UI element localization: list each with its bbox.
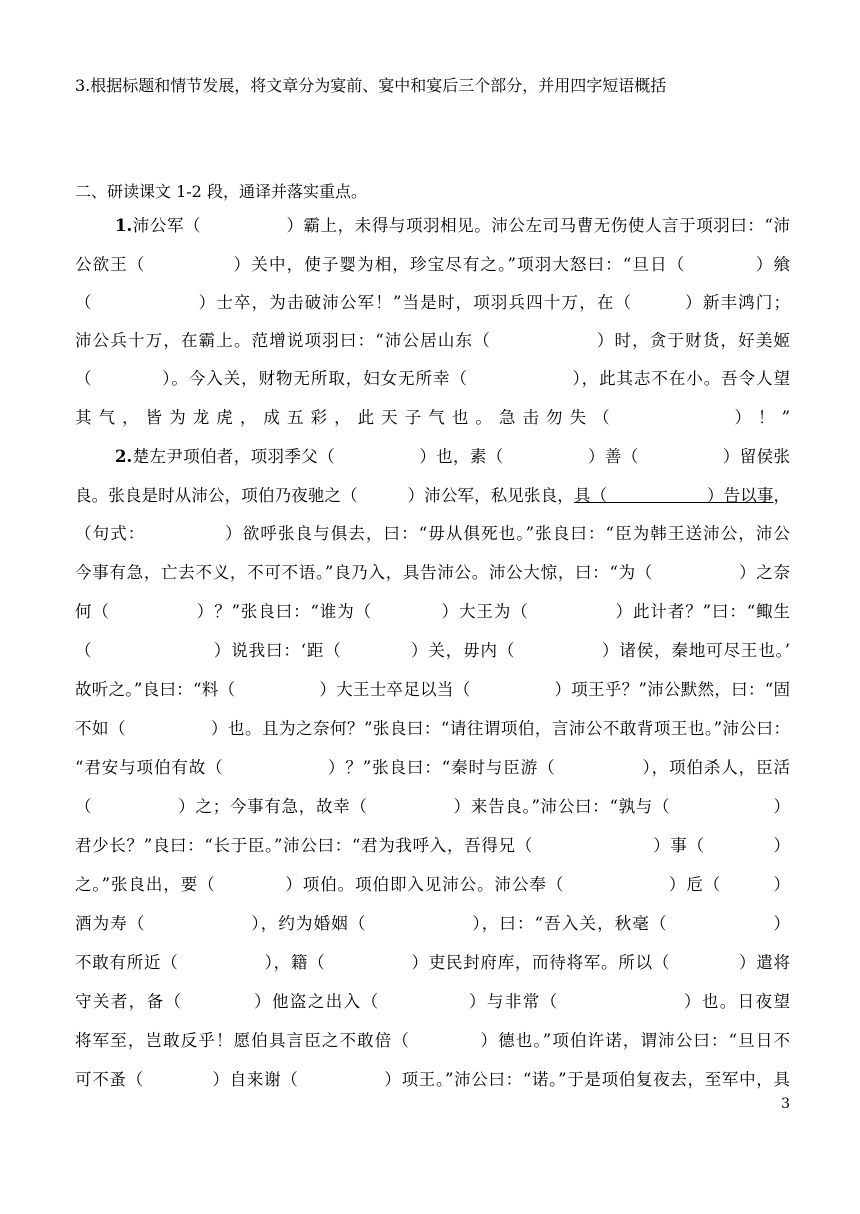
paragraph-1-line: 沛公兵十万，在霸上。范增说项羽曰：“沛公居山东（ ）时，贪于财货，好美姬 (75, 331, 790, 350)
paragraph-2-line: 可不蚤（ ）自来谢（ ）项王。”沛公曰：“诺。”于是项伯复夜去，至军中，具 (75, 1070, 790, 1089)
paragraph-2-line: 酒为寿（ ），约为婚姻（ ），曰：“吾入关，秋毫（ ） (75, 914, 790, 933)
paragraph-2-line: 何（ ）？”张良曰：“谁为（ ）大王为（ ）此计者？”曰：“鲰生 (75, 602, 790, 621)
paragraph-1-line: 其气，皆为龙虎，成五彩，此天子气也。急击勿失（ ）！” (75, 408, 790, 427)
paragraph-2-line: 君少长？”良曰：“长于臣。”沛公曰：“君为我呼入，吾得兄（ ）事（ ） (75, 836, 790, 855)
paragraph-2-line: “君安与项伯有故（ ）？”张良曰：“秦时与臣游（ ），项伯杀人，臣活 (75, 758, 790, 777)
paragraph-2-line: 将军至，岂敢反乎！愿伯具言臣之不敢倍（ ）德也。”项伯许诺，谓沛公曰：“旦日不 (75, 1031, 790, 1050)
paragraph-1-number: 1. (115, 216, 133, 235)
paragraph-2-line: 不敢有所近（ ），籍（ ）吏民封府库，而待将军。所以（ ）遣将 (75, 953, 790, 972)
paragraph-2-line: 2.楚左尹项伯者，项羽季父（ ）也，素（ ）善（ ）留侯张 (115, 447, 790, 466)
paragraph-2-line: 故听之。”良曰：“料（ ）大王士卒足以当（ ）项王乎？”沛公默然，曰：“固 (75, 680, 790, 699)
question-3: 3.根据标题和情节发展，将文章分为宴前、宴中和宴后三个部分，并用四字短语概括 (75, 76, 667, 95)
paragraph-1-line: （ ）。今入关，财物无所取，妇女无所幸（ ），此其志不在小。吾令人望 (75, 369, 790, 388)
paragraph-2-line: 良。张良是时从沛公，项伯乃夜驰之（ ）沛公军，私见张良，具（ ）告以事， (75, 486, 791, 505)
paragraph-2-line: （句式： ）欲呼张良与俱去，曰：“毋从俱死也。”张良曰：“臣为韩王送沛公，沛公 (75, 524, 790, 543)
paragraph-2-line: （ ）之；今事有急，故幸（ ）来告良。”沛公曰：“孰与（ ） (75, 797, 790, 816)
underlined-phrase: 具（ ）告以事 (573, 486, 774, 505)
paragraph-1-line: 1.沛公军（ ）霸上，未得与项羽相见。沛公左司马曹无伤使人言于项羽曰：“沛 (115, 216, 790, 235)
paragraph-2-line: 不如（ ）也。且为之奈何？”张良曰：“请往谓项伯，言沛公不敢背项王也。”沛公曰： (75, 719, 790, 738)
paragraph-1-line: （ ）士卒，为击破沛公军！”当是时，项羽兵四十万，在（ ）新丰鸿门； (75, 293, 790, 312)
paragraph-2-line: （ ）说我曰：‘距（ ）关，毋内（ ）诸侯，秦地可尽王也。’ (75, 641, 790, 660)
page-number: 3 (781, 1096, 790, 1112)
paragraph-2-line: 之。”张良出，要（ ）项伯。项伯即入见沛公。沛公奉（ ）卮（ ） (75, 875, 790, 894)
paragraph-2-line: 守关者，备（ ）他盗之出入（ ）与非常（ ）也。日夜望 (75, 992, 790, 1011)
section-2-heading: 二、研读课文 1-2 段，通译并落实重点。 (75, 182, 367, 201)
paragraph-1-line: 公欲王（ ）关中，使子婴为相，珍宝尽有之。”项羽大怒曰：“旦日（ ）飨 (75, 255, 790, 274)
paragraph-2-number: 2. (115, 447, 133, 466)
paragraph-2-line: 今事有急，亡去不义，不可不语。”良乃入，具告沛公。沛公大惊，曰：“为（ ）之奈 (75, 563, 790, 582)
